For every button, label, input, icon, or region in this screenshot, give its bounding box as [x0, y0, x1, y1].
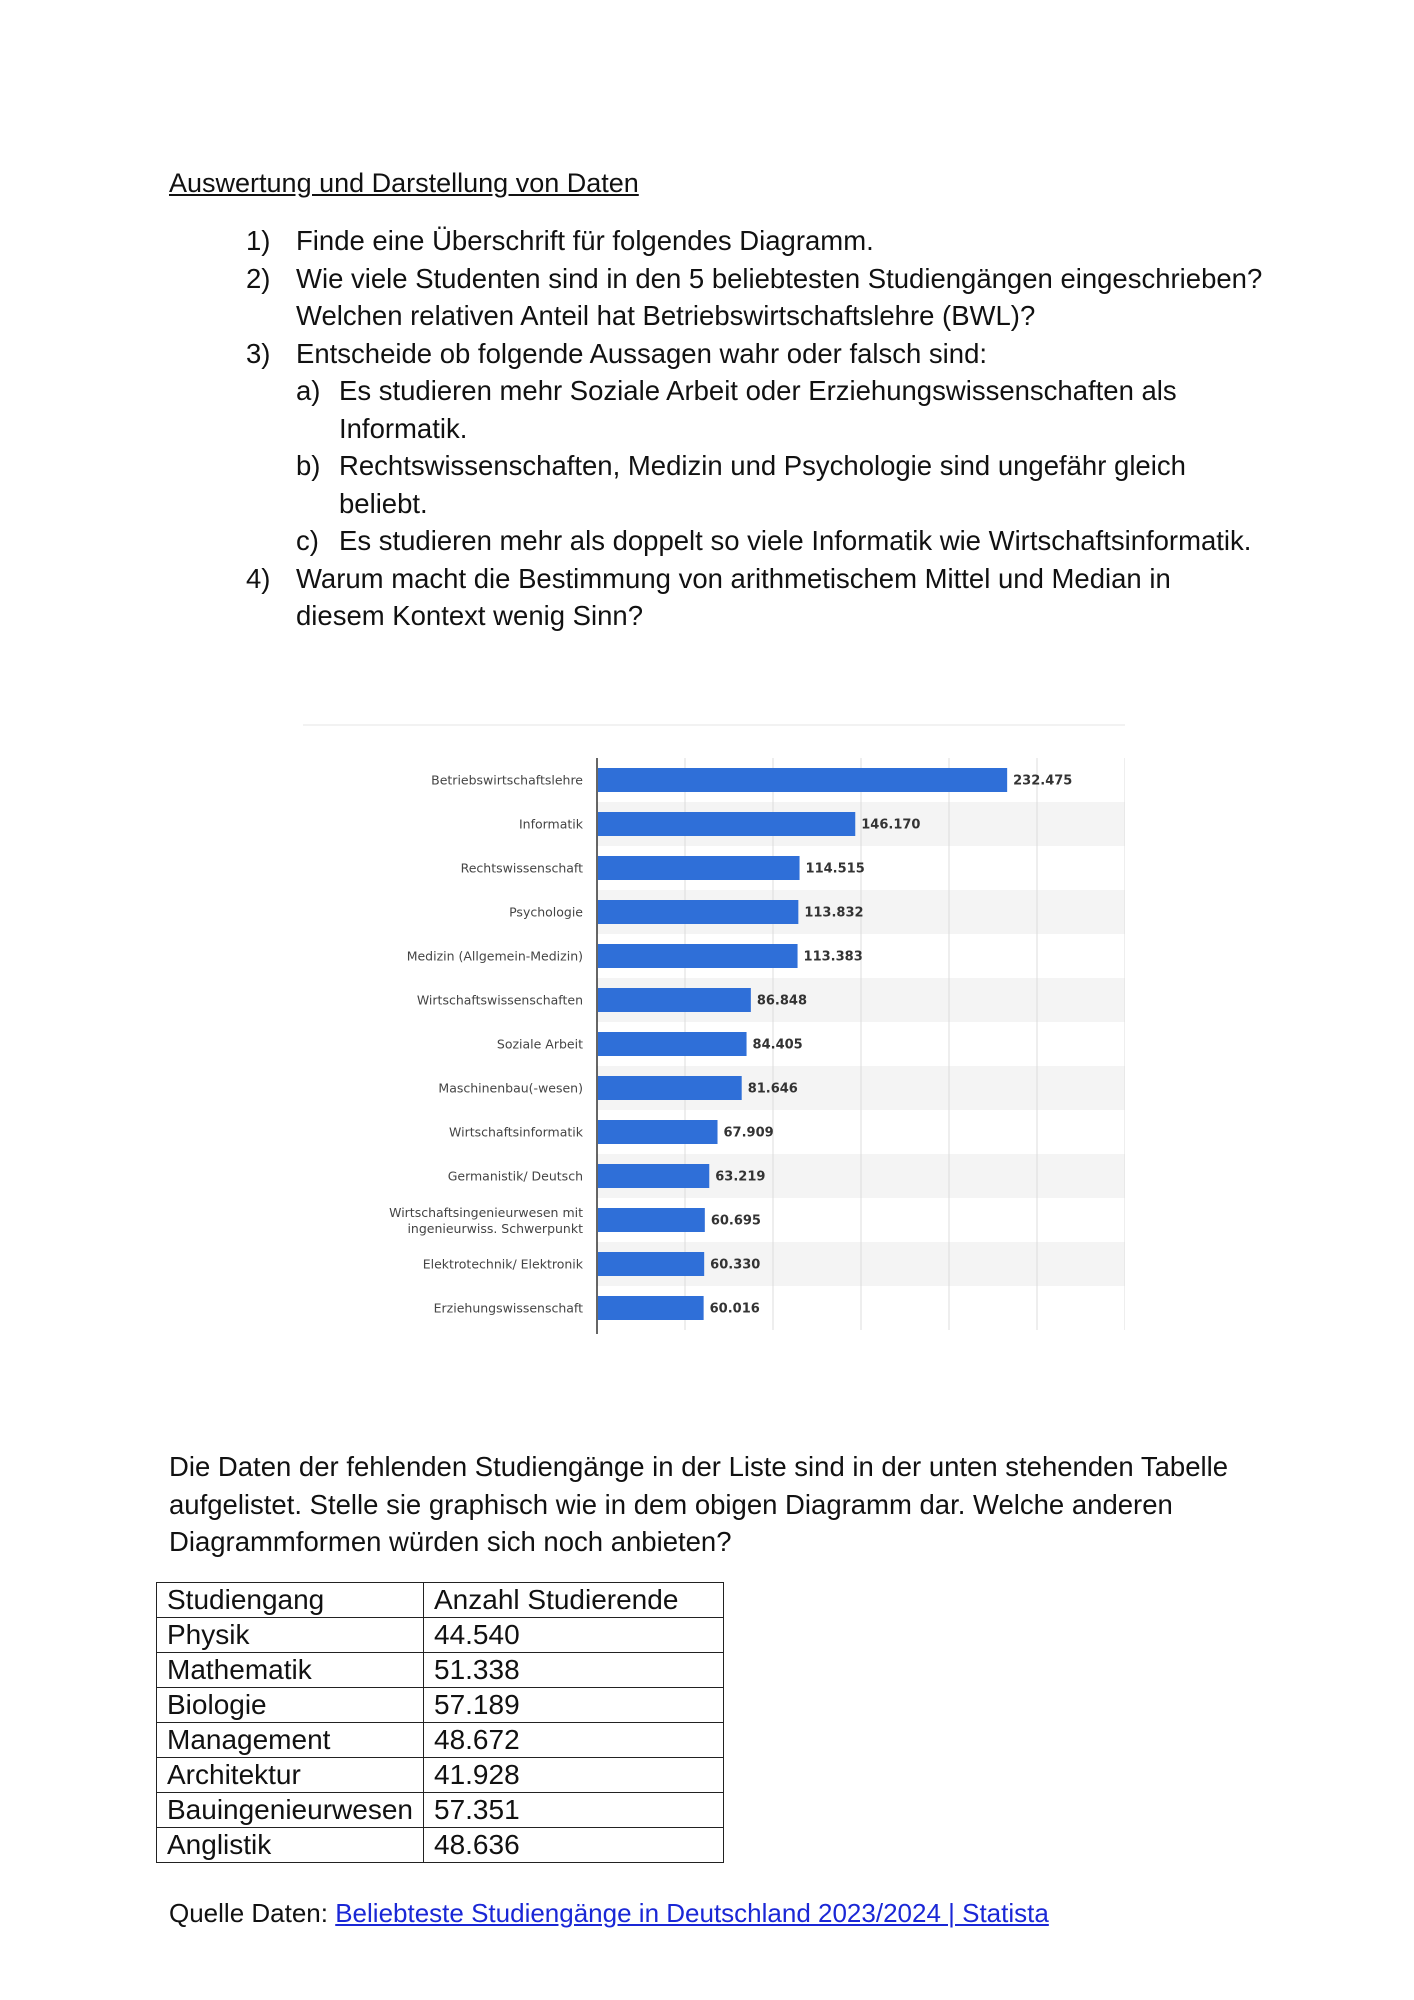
statement-text: Es studieren mehr Soziale Arbeit oder Erziehungswissenschaften als Informatik.	[339, 375, 1177, 444]
category-label: Wirtschaftsinformatik	[449, 1124, 583, 1140]
data-table	[156, 1582, 724, 1863]
table-row	[157, 1653, 724, 1688]
table-header-cell: Anzahl Studierende	[424, 1583, 724, 1618]
statement-letter: c)	[296, 525, 319, 556]
question-item-4	[246, 560, 1266, 635]
question-text: Warum macht die Bestimmung von arithmetischem Mittel und Median in diesem Kontext wenig Sinn?	[296, 562, 1171, 631]
question-list	[246, 222, 1266, 635]
category-label: Informatik	[518, 816, 583, 832]
table-cell: 48.672	[424, 1723, 724, 1758]
table-row	[157, 1618, 724, 1653]
bar-chart-svg	[303, 724, 1125, 1334]
category-label: Rechtswissenschaft	[460, 860, 583, 876]
category-label: Betriebswirtschaftslehre	[431, 772, 583, 788]
question-text: Entscheide ob folgende Aussagen wahr oder falsch sind:	[296, 337, 988, 369]
question-number: 1)	[246, 225, 271, 256]
bar	[598, 1164, 709, 1188]
question-number: 3)	[246, 337, 271, 369]
bar-value-label: 232.475	[1013, 773, 1073, 789]
statement-item-a	[296, 372, 1266, 447]
bar-value-label: 114.515	[805, 861, 865, 877]
bar-value-label: 86.848	[756, 993, 808, 1009]
question-item-2	[246, 260, 1266, 335]
bar	[598, 1076, 742, 1100]
bar	[598, 1208, 705, 1232]
table-cell: 57.351	[424, 1793, 724, 1828]
table-cell: Architektur	[157, 1758, 424, 1793]
bar	[598, 1032, 747, 1056]
category-label: Wirtschaftswissenschaften	[416, 992, 583, 1008]
category-label: Germanistik/ Deutsch	[447, 1168, 583, 1184]
question-text: Wie viele Studenten sind in den 5 beliebtesten Studiengängen eingeschrieben? Welchen relativen Anteil hat Betriebswirtschaftslehre (BWL)?	[296, 262, 1263, 331]
table-row	[157, 1688, 724, 1723]
task-paragraph: Die Daten der fehlenden Studiengänge in der Liste sind in der unten stehenden Tabelle aufgelistet. Stelle sie graphisch wie in dem obigen Diagramm dar. Welche anderen Diagrammformen würden sich noch anbieten?	[169, 1451, 1229, 1557]
question-item-1	[246, 222, 1266, 260]
category-label: Erziehungswissenschaft	[433, 1300, 583, 1316]
question-number: 2)	[246, 262, 271, 294]
category-label: ingenieurwiss. Schwerpunkt	[407, 1221, 583, 1236]
question-number: 4)	[246, 562, 271, 594]
table-row	[157, 1758, 724, 1793]
bar-chart	[303, 724, 1125, 1334]
category-label: Soziale Arbeit	[496, 1036, 583, 1052]
bar	[598, 812, 855, 836]
bar-value-label: 84.405	[752, 1037, 803, 1053]
table-cell: 51.338	[424, 1653, 724, 1688]
bar	[598, 944, 798, 968]
bar-value-label: 113.832	[804, 905, 864, 921]
bar	[598, 856, 800, 880]
bar-value-label: 60.695	[710, 1213, 761, 1229]
table-cell: 57.189	[424, 1688, 724, 1723]
source-line	[169, 1898, 1049, 1929]
bar	[598, 1296, 704, 1320]
statement-letter: b)	[296, 450, 321, 481]
bar-value-label: 67.909	[723, 1125, 774, 1141]
category-label: Psychologie	[509, 904, 583, 920]
category-label: Medizin (Allgemein-Medizin)	[406, 948, 583, 964]
bar-value-label: 63.219	[715, 1169, 766, 1185]
source-link[interactable]: Beliebteste Studiengänge in Deutschland 2023/2024 | Statista	[335, 1898, 1049, 1928]
statement-text: Rechtswissenschaften, Medizin und Psychologie sind ungefähr gleich beliebt.	[339, 450, 1186, 519]
source-label: Quelle Daten:	[169, 1898, 336, 1928]
bar	[598, 1120, 718, 1144]
statement-list	[296, 372, 1266, 560]
bar	[598, 1252, 704, 1276]
question-text: Finde eine Überschrift für folgendes Diagramm.	[296, 225, 874, 256]
table-cell: 44.540	[424, 1618, 724, 1653]
table-cell: 48.636	[424, 1828, 724, 1863]
question-item-3	[246, 335, 1266, 560]
statement-item-b	[296, 447, 1266, 522]
category-label: Maschinenbau(-wesen)	[438, 1080, 583, 1096]
table-cell: Management	[157, 1723, 424, 1758]
page-heading: Auswertung und Darstellung von Daten	[169, 168, 639, 198]
table-cell: Physik	[157, 1618, 424, 1653]
table-header-cell: Studiengang	[157, 1583, 424, 1618]
table-cell: 41.928	[424, 1758, 724, 1793]
table-cell: Mathematik	[157, 1653, 424, 1688]
table-row	[157, 1793, 724, 1828]
category-label: Elektrotechnik/ Elektronik	[422, 1256, 583, 1272]
statement-item-c	[296, 522, 1266, 560]
statement-letter: a)	[296, 375, 321, 406]
bar-value-label: 60.330	[710, 1257, 761, 1273]
table-cell: Biologie	[157, 1688, 424, 1723]
table-header-row	[157, 1583, 724, 1618]
category-label: Wirtschaftsingenieurwesen mit	[389, 1205, 583, 1220]
table-cell: Anglistik	[157, 1828, 424, 1863]
bar	[598, 900, 798, 924]
statement-text: Es studieren mehr als doppelt so viele Informatik wie Wirtschaftsinformatik.	[339, 525, 1252, 556]
table-row	[157, 1723, 724, 1758]
bar	[598, 768, 1007, 792]
table-row	[157, 1828, 724, 1863]
bar-value-label: 146.170	[861, 817, 921, 833]
bar-value-label: 60.016	[709, 1301, 760, 1317]
bar-value-label: 81.646	[747, 1081, 798, 1097]
bar	[598, 988, 751, 1012]
bar-value-label: 113.383	[803, 949, 863, 965]
table-cell: Bauingenieurwesen	[157, 1793, 424, 1828]
